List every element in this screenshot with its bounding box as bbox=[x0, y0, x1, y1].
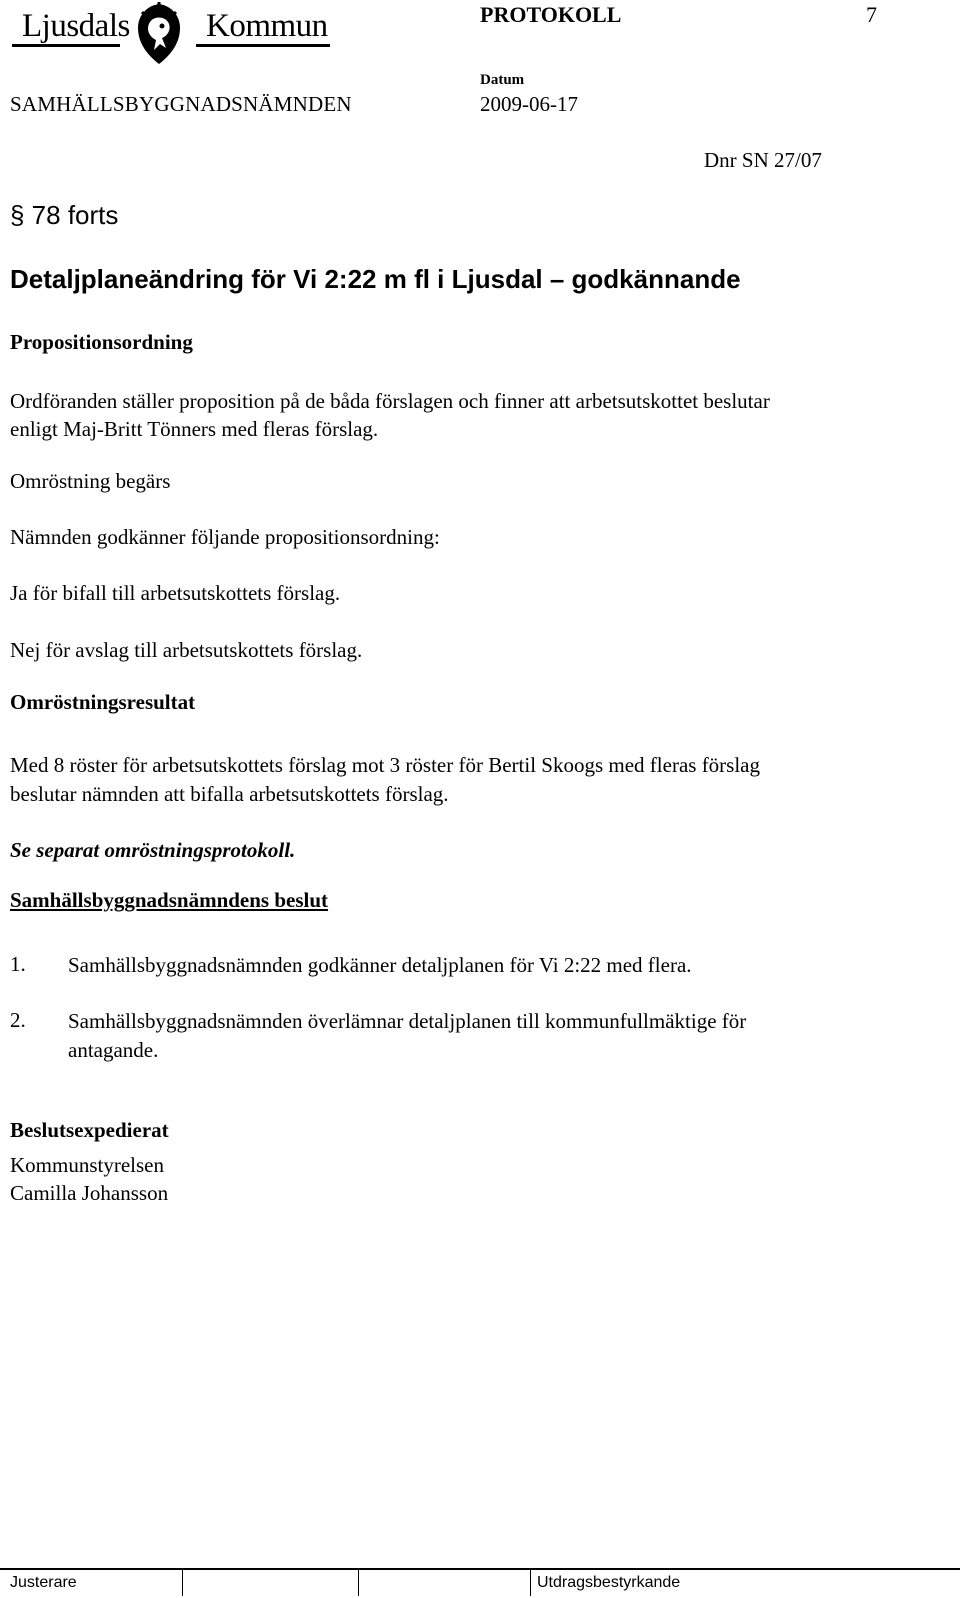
proposition-heading: Propositionsordning bbox=[10, 330, 193, 354]
result-text-line1: Med 8 röster för arbetsutskottets förslag mot 3 röster för Bertil Skoogs med fleras förslag bbox=[10, 753, 761, 777]
vote-requested: Omröstning begärs bbox=[10, 469, 171, 493]
section-number: § 78 forts bbox=[10, 200, 119, 230]
date-value: 2009-06-17 bbox=[480, 92, 578, 116]
decision-text-cont: antagande. bbox=[68, 1038, 159, 1062]
excerpt-label: Utdragsbestyrkande bbox=[530, 1570, 940, 1596]
adjuster-label: Justerare bbox=[10, 1574, 77, 1591]
decision-number: 1. bbox=[10, 952, 26, 976]
decision-heading: Samhällsbyggnadsnämndens beslut bbox=[10, 888, 329, 912]
doc-type: PROTOKOLL bbox=[480, 2, 622, 27]
logo-underline-left bbox=[12, 44, 120, 47]
decision-number: 2. bbox=[10, 1008, 26, 1032]
no-option: Nej för avslag till arbetsutskottets förslag. bbox=[10, 638, 363, 662]
dispatched-recipient: Kommunstyrelsen bbox=[10, 1153, 164, 1177]
dispatched-recipient: Camilla Johansson bbox=[10, 1181, 169, 1205]
separate-protocol-note: Se separat omröstningsprotokoll. bbox=[10, 838, 296, 862]
organization-name: SAMHÄLLSBYGGNADSNÄMNDEN bbox=[10, 92, 352, 116]
logo-text-left: Ljusdals bbox=[22, 8, 130, 44]
dispatched-heading: Beslutsexpedierat bbox=[10, 1118, 169, 1142]
page-number: 7 bbox=[866, 2, 877, 27]
approves-order: Nämnden godkänner följande propositionsordning: bbox=[10, 525, 440, 549]
decision-text: Samhällsbyggnadsnämnden överlämnar detaljplanen till kommunfullmäktige för bbox=[68, 1009, 747, 1033]
logo-underline-right bbox=[196, 44, 330, 47]
diary-number: Dnr SN 27/07 bbox=[704, 148, 822, 172]
yes-option: Ja för bifall till arbetsutskottets förslag. bbox=[10, 581, 341, 605]
result-heading: Omröstningsresultat bbox=[10, 690, 196, 714]
date-label: Datum bbox=[480, 72, 525, 88]
section-title: Detaljplaneändring för Vi 2:22 m fl i Ljusdal – godkännande bbox=[10, 264, 741, 294]
signature-box bbox=[182, 1570, 358, 1596]
logo-text-right: Kommun bbox=[206, 8, 328, 44]
signature-box bbox=[358, 1570, 530, 1596]
lion-crest-icon bbox=[128, 2, 190, 66]
result-text-line2: beslutar nämnden att bifalla arbetsutskottets förslag. bbox=[10, 782, 449, 806]
decision-text: Samhällsbyggnadsnämnden godkänner detaljplanen för Vi 2:22 med flera. bbox=[68, 953, 692, 977]
proposition-text-line1: Ordföranden ställer proposition på de båda förslagen och finner att arbetsutskottet beslutar bbox=[10, 389, 770, 413]
proposition-text-line2: enligt Maj-Britt Tönners med fleras förslag. bbox=[10, 417, 379, 441]
signature-footer bbox=[0, 1568, 960, 1598]
